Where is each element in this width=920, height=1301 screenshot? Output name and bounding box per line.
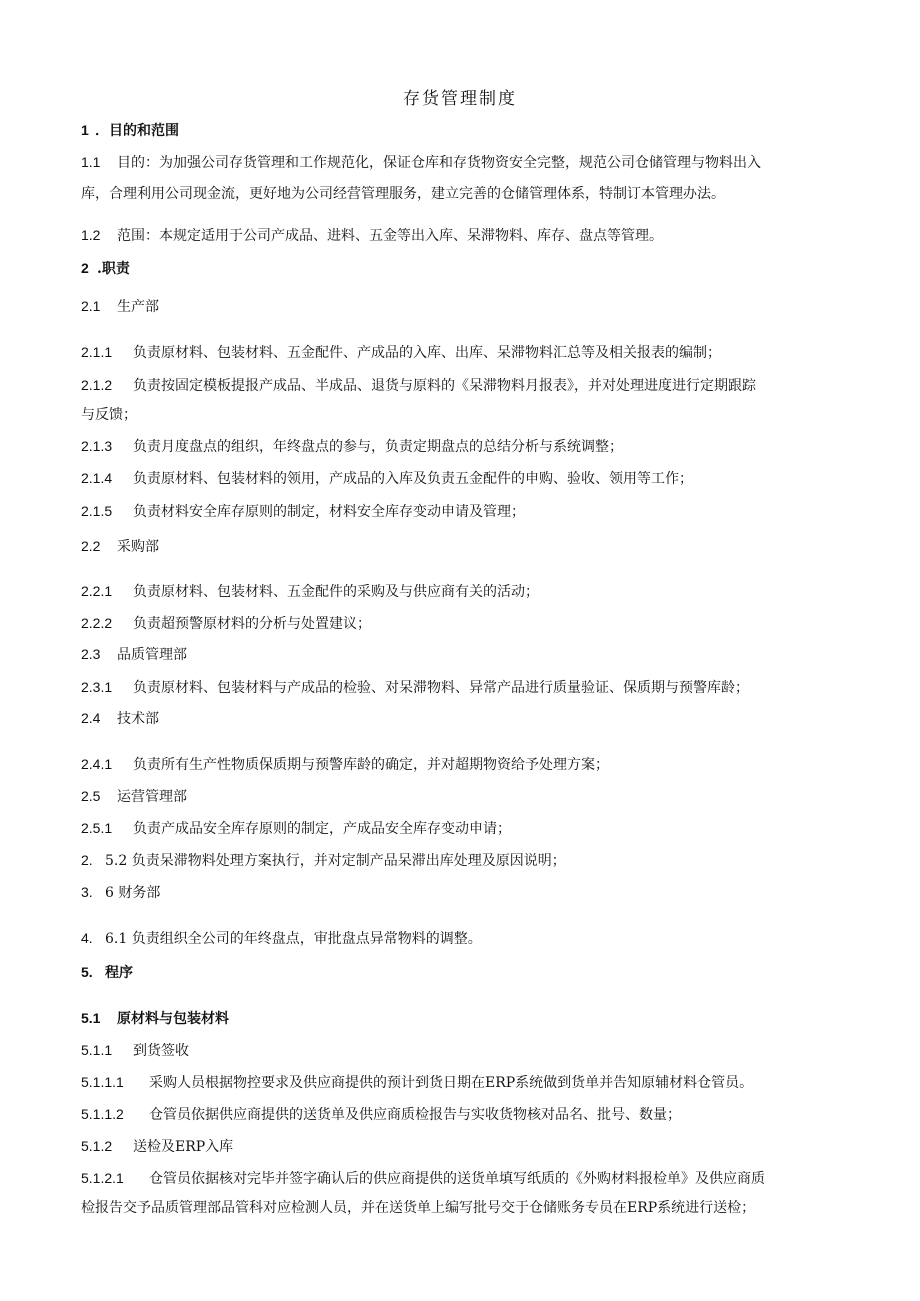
line-text: 技术部 — [117, 711, 159, 727]
text-line — [81, 534, 841, 559]
text-line — [81, 960, 841, 985]
line-text: ．目的和范围 — [95, 123, 179, 139]
section-number: 2.1.5 — [81, 503, 113, 519]
section-number: 2.5.1 — [81, 820, 113, 836]
document-title: 存货管理制度 — [403, 89, 517, 109]
line-text: 采购部 — [117, 539, 159, 555]
text-line — [81, 182, 841, 206]
text-line — [81, 848, 841, 873]
section-number: 1.1 — [81, 154, 101, 170]
line-text: 5.2 负责呆滞物料处理方案执行，并对定制产品呆滞出库处理及原因说明； — [105, 853, 566, 869]
line-text: 负责原材料、包装材料与产成品的检验、对呆滞物料、异常产品进行质量验证、保质期与预警库龄； — [133, 680, 749, 696]
text-line — [81, 1038, 841, 1063]
text-line — [81, 675, 841, 700]
section-number: 5. — [81, 964, 93, 980]
text-line — [81, 294, 841, 319]
text-line — [81, 373, 841, 398]
section-number: 4. — [81, 930, 93, 946]
line-text: 库，合理利用公司现金流，更好地为公司经营管理服务，建立完善的仓储管理体系，特制订本管理办法。 — [81, 186, 725, 202]
section-number: 2.3.1 — [81, 679, 113, 695]
section-number: 2.5 — [81, 788, 101, 804]
section-number: 1.2 — [81, 227, 101, 243]
section-number: 5.1.1 — [81, 1042, 113, 1058]
text-line — [81, 499, 841, 524]
line-text: 检报告交予品质管理部品管科对应检测人员，并在送货单上编写批号交于仓储账务专员在ERP系统进行送检； — [81, 1200, 756, 1216]
line-text: 负责按固定模板提报产成品、半成品、退货与原料的《呆滞物料月报表》，并对处理进度进行定期跟踪 — [133, 378, 756, 394]
text-line — [81, 223, 841, 248]
text-line — [81, 434, 841, 459]
line-text: .职责 — [97, 261, 130, 277]
section-number: 2.1 — [81, 298, 101, 314]
text-line — [81, 118, 841, 143]
section-number: 1 — [81, 122, 89, 138]
section-number: 5.1 — [81, 1010, 101, 1026]
section-number: 2.4 — [81, 710, 101, 726]
line-text: 负责所有生产性物质保质期与预警库龄的确定，并对超期物资给予处理方案； — [133, 757, 609, 773]
section-number: 2.2.1 — [81, 583, 113, 599]
text-line — [81, 706, 841, 731]
text-line — [81, 642, 841, 667]
section-number: 5.1.2 — [81, 1138, 113, 1154]
text-line — [81, 1070, 841, 1095]
section-number: 2.2.2 — [81, 615, 113, 631]
line-text: 负责产成品安全库存原则的制定，产成品安全库存变动申请； — [133, 821, 511, 837]
text-line — [81, 340, 841, 365]
text-line — [81, 880, 841, 905]
line-text: 采购人员根据物控要求及供应商提供的预计到货日期在ERP系统做到货单并告知原辅材料仓管员。 — [149, 1075, 754, 1091]
line-text: 6 财务部 — [105, 885, 161, 901]
section-number: 5.1.1.1 — [81, 1074, 124, 1090]
line-text: 到货签收 — [133, 1043, 189, 1059]
section-number: 2 — [81, 260, 89, 276]
line-text: 6.1 负责组织全公司的年终盘点，审批盘点异常物料的调整。 — [105, 931, 482, 947]
line-text: 运营管理部 — [117, 789, 187, 805]
line-text: 负责材料安全库存原则的制定，材料安全库存变动申请及管理； — [133, 504, 525, 520]
line-text: 程序 — [105, 965, 133, 981]
line-text: 仓管员依据核对完毕并签字确认后的供应商提供的送货单填写纸质的《外购材料报检单》及供应商质 — [149, 1171, 765, 1187]
section-number: 2.1.2 — [81, 377, 113, 393]
text-line — [81, 926, 841, 951]
section-number: 5.1.1.2 — [81, 1106, 124, 1122]
text-line — [81, 579, 841, 604]
line-text: 与反馈； — [81, 407, 137, 423]
text-line — [81, 752, 841, 777]
text-line — [81, 1006, 841, 1031]
section-number: 5.1.2.1 — [81, 1170, 124, 1186]
text-line — [81, 150, 841, 175]
line-text: 送检及ERP入库 — [133, 1139, 234, 1155]
section-number: 2. — [81, 852, 93, 868]
section-number: 2.1.3 — [81, 438, 113, 454]
text-line — [81, 1134, 841, 1159]
section-number: 2.1.1 — [81, 344, 113, 360]
text-line — [81, 256, 841, 281]
text-line — [81, 403, 841, 427]
line-text: 原材料与包装材料 — [117, 1011, 229, 1027]
text-line — [81, 466, 841, 491]
line-text: 仓管员依据供应商提供的送货单及供应商质检报告与实收货物核对品名、批号、数量； — [149, 1107, 681, 1123]
line-text: 负责原材料、包装材料的领用，产成品的入库及负责五金配件的申购、验收、领用等工作； — [133, 471, 693, 487]
text-line — [81, 1196, 841, 1220]
line-text: 负责原材料、包装材料、五金配件的采购及与供应商有关的活动； — [133, 584, 539, 600]
line-text: 范围：本规定适用于公司产成品、进料、五金等出入库、呆滞物料、库存、盘点等管理。 — [117, 228, 663, 244]
text-line — [81, 784, 841, 809]
section-number: 2.3 — [81, 646, 101, 662]
section-number: 2.2 — [81, 538, 101, 554]
text-line — [81, 611, 841, 636]
text-line — [81, 1166, 841, 1191]
line-text: 负责超预警原材料的分析与处置建议； — [133, 616, 371, 632]
line-text: 负责原材料、包装材料、五金配件、产成品的入库、出库、呆滞物料汇总等及相关报表的编制； — [133, 345, 721, 361]
section-number: 3. — [81, 884, 93, 900]
line-text: 品质管理部 — [117, 647, 187, 663]
section-number: 2.1.4 — [81, 470, 113, 486]
text-line — [81, 1102, 841, 1127]
line-text: 生产部 — [117, 299, 159, 315]
line-text: 负责月度盘点的组织，年终盘点的参与，负责定期盘点的总结分析与系统调整； — [133, 439, 623, 455]
section-number: 2.4.1 — [81, 756, 113, 772]
text-line — [81, 816, 841, 841]
line-text: 目的：为加强公司存货管理和工作规范化，保证仓库和存货物资安全完整，规范公司仓储管理与物料出入 — [117, 155, 761, 171]
